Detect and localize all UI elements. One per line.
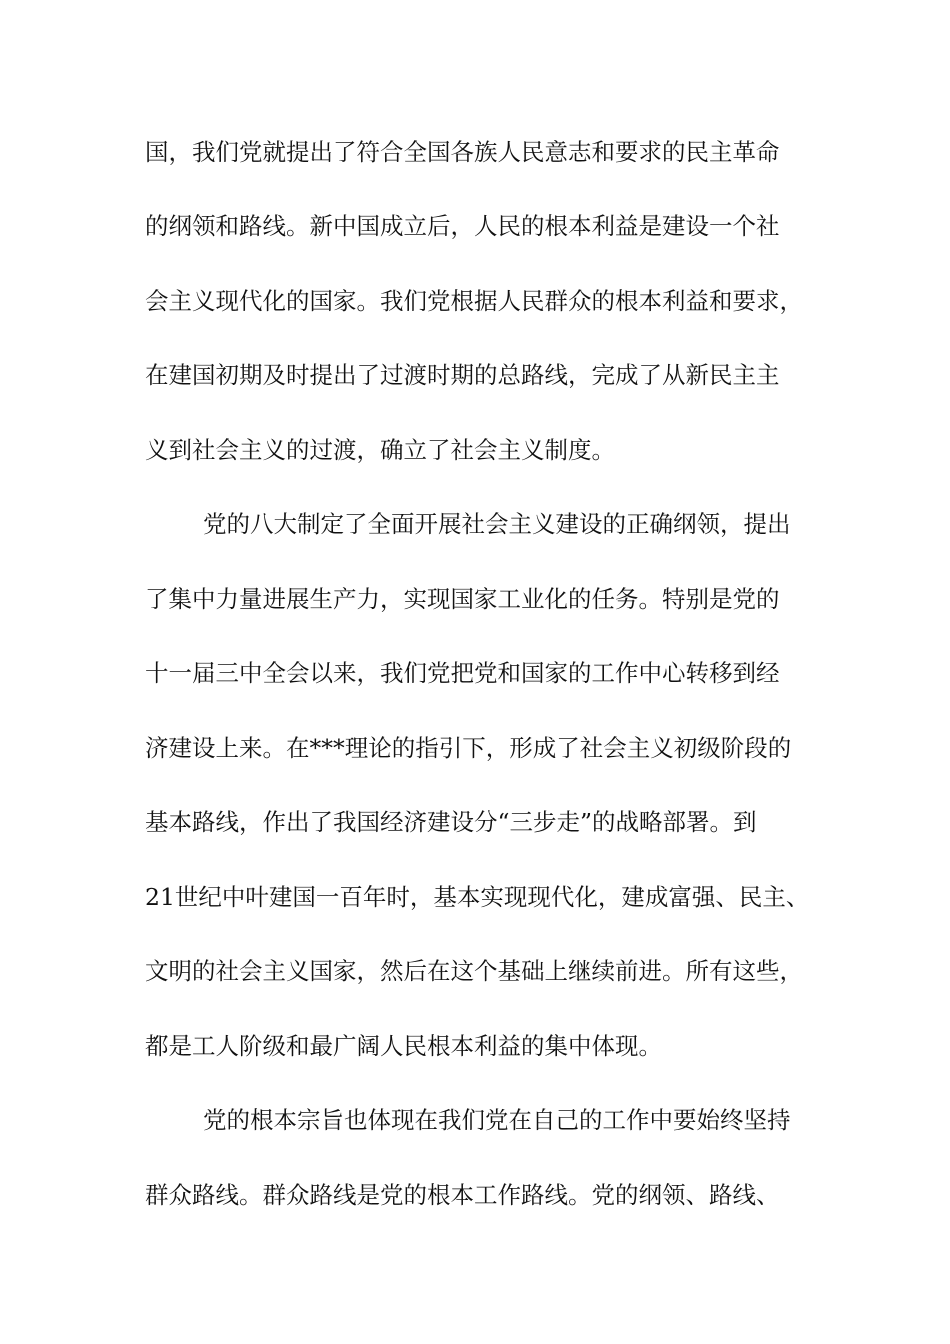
text-line: 群众路线。群众路线是党的根本工作路线。党的纲领、路线、: [145, 1181, 780, 1209]
text-line: 都是工人阶级和最广阔人民根本利益的集中体现。: [145, 1032, 662, 1060]
text-line: 基本路线，作出了我国经济建设分“三步走”的战略部署。到: [145, 808, 757, 836]
text-line: 在建国初期及时提出了过渡时期的总路线，完成了从新民主主: [145, 361, 780, 389]
text-line: 义到社会主义的过渡，确立了社会主义制度。: [145, 436, 615, 464]
text-line: 21世纪中叶建国一百年时，基本实现现代化，建成富强、民主、: [145, 883, 810, 911]
text-line: 文明的社会主义国家，然后在这个基础上继续前进。所有这些，: [145, 957, 803, 985]
paragraph-first-line: 党的根本宗旨也体现在我们党在自己的工作中要始终坚持: [203, 1106, 791, 1134]
text-line: 的纲领和路线。新中国成立后，人民的根本利益是建设一个社: [145, 212, 780, 240]
paragraph-first-line: 党的八大制定了全面开展社会主义建设的正确纲领，提出: [203, 510, 791, 538]
text-line: 会主义现代化的国家。我们党根据人民群众的根本利益和要求，: [145, 287, 803, 315]
text-line: 国，我们党就提出了符合全国各族人民意志和要求的民主革命: [145, 138, 780, 166]
text-line: 济建设上来。在***理论的指引下，形成了社会主义初级阶段的: [145, 734, 792, 762]
text-line: 十一届三中全会以来，我们党把党和国家的工作中心转移到经: [145, 659, 780, 687]
text-line: 了集中力量进展生产力，实现国家工业化的任务。特别是党的: [145, 585, 780, 613]
